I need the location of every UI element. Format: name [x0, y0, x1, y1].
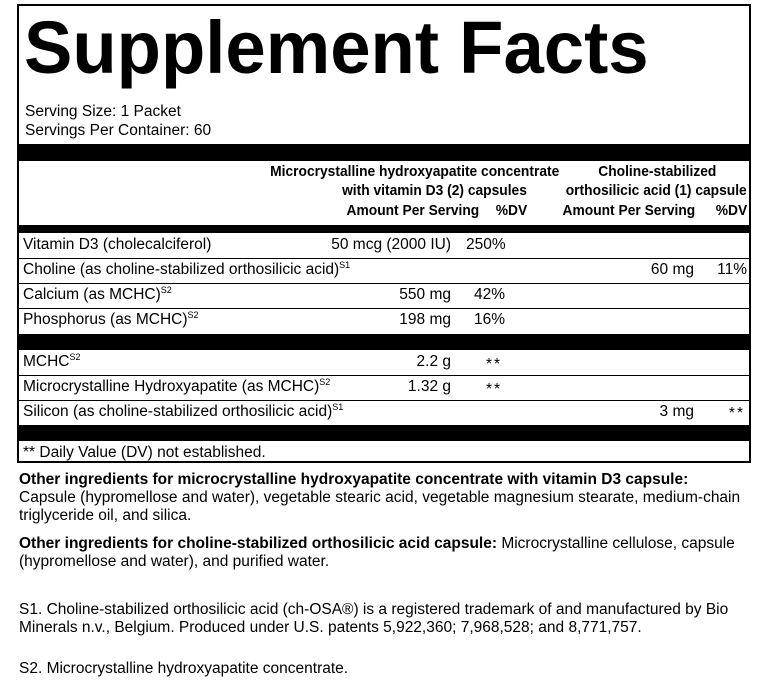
group2-dv-header: %DV [715, 202, 747, 219]
other-ingredients-2 [19, 535, 759, 571]
nutrient-row [19, 284, 749, 307]
group2-amount-header: Amount Per Serving [562, 202, 695, 219]
footnote-s1: S1. Choline-stabilized orthosilicic acid (ch-OSA®) is a registered trademark of and manufactured by Bio Minerals n.v., Belgium. Produced under U.S. patents 5,922,360; 7,968,528; and 8,771,757. [19, 601, 729, 636]
nutrient-name: $MCHC^{S2}$ [23, 351, 81, 370]
amount-group2: 3 mg [659, 403, 694, 420]
amount-group2: 60 mg [650, 261, 694, 278]
footnote-s2: S2. Microcrystalline hydroxyapatite concentrate. [19, 660, 349, 677]
dv-group1: 16% [474, 311, 506, 328]
amount-group1: 550 mg [399, 286, 451, 303]
other-ingredients-1-heading: Other ingredients for microcrystalline hydroxyapatite concentrate with vitamin D3 capsule: [19, 471, 689, 488]
other-ingredients-1 [19, 471, 759, 525]
other-ingredients-2-heading: Other ingredients for choline-stabilized orthosilicic acid capsule: [19, 535, 498, 552]
nutrient-name: Silicon (as choline-stabilized orthosilicic acid)$^{S1}$ [23, 401, 344, 420]
nutrient-row [19, 376, 749, 399]
nutrient-row [19, 351, 749, 374]
nutrient-name: Calcium (as MCHC)$^{S2}$ [23, 284, 172, 303]
nutrient-name: Vitamin D3 (cholecalciferol) [23, 236, 212, 253]
other-ingredients-2-text: Microcrystalline cellulose, capsule (hypromellose and water), and purified water. [19, 535, 735, 570]
dv-group1: 42% [474, 286, 506, 303]
dv-group1: ** [486, 381, 503, 398]
supplement-facts-panel [17, 4, 751, 463]
nutrient-row [19, 234, 749, 257]
nutrient-name: Phosphorus (as MCHC)$^{S2}$ [23, 309, 199, 328]
amount-group1: 1.32 g [407, 378, 451, 395]
group1-title-line1: Microcrystalline hydroxyapatite concentrate [269, 163, 559, 180]
thick-divider-middle [19, 334, 749, 350]
dv-group2: 11% [717, 261, 747, 278]
dv-footnote: ** Daily Value (DV) not established. [23, 444, 266, 461]
other-ingredients-1-text: Capsule (hypromellose and water), vegetable stearic acid, vegetable magnesium stearate, medium-chain triglyceride oil, and silica. [19, 489, 741, 524]
group2-title-line1: Choline-stabilized [597, 163, 716, 180]
dv-group2: ** [728, 405, 745, 422]
amount-group1: 2.2 g [416, 353, 451, 370]
dv-group1: ** [486, 356, 503, 373]
thick-divider-top [19, 144, 749, 161]
panel-title: Supplement Facts [24, 6, 649, 89]
group1-dv-header: %DV [495, 202, 527, 219]
group1-title-line2: with vitamin D3 (2) capsules [342, 182, 527, 199]
servings-per-container: Servings Per Container: 60 [25, 122, 212, 139]
nutrient-row [19, 259, 749, 282]
nutrient-row [19, 401, 749, 424]
amount-group1: 198 mg [399, 311, 451, 328]
group2-title-line2: orthosilicic acid (1) capsule [566, 182, 747, 199]
serving-size: Serving Size: 1 Packet [25, 103, 181, 120]
nutrient-name: Choline (as choline-stabilized orthosilicic acid)$^{S1}$ [23, 259, 351, 278]
nutrient-row [19, 309, 749, 332]
group1-amount-header: Amount Per Serving [346, 202, 479, 219]
amount-group1: 50 mcg (2000 IU) [331, 236, 451, 253]
thick-divider-bottom [19, 425, 749, 441]
dv-group1: 250% [466, 236, 506, 253]
nutrient-name: Microcrystalline Hydroxyapatite (as MCHC)$^{S2}$ [23, 376, 331, 395]
header-divider [19, 225, 749, 233]
